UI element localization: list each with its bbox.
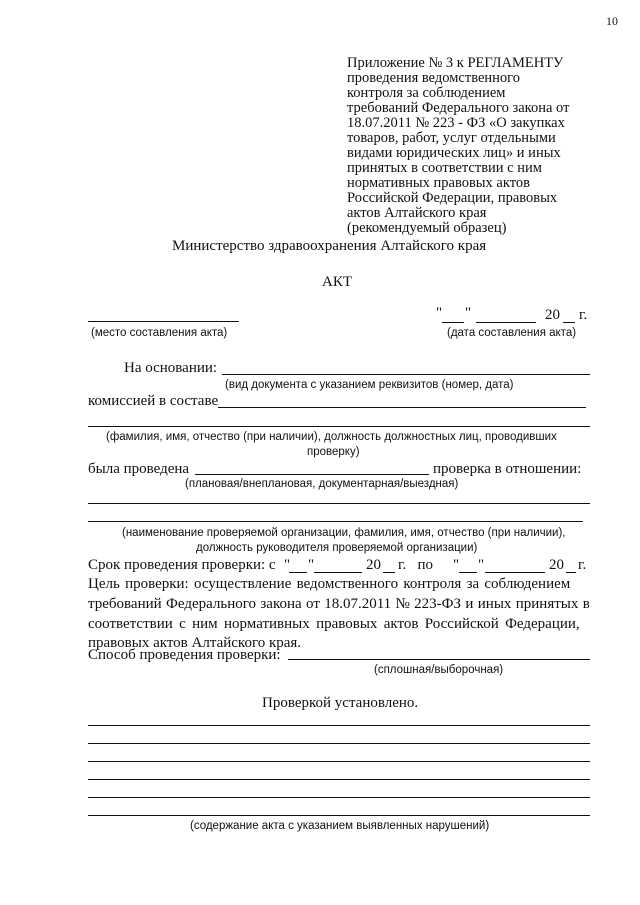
method-field-line[interactable]: [288, 659, 590, 660]
appendix-line: требований Федерального закона от: [347, 100, 570, 116]
appendix-line: видами юридических лиц» и иных: [347, 145, 561, 161]
page-number: 10: [606, 14, 618, 28]
period-from-year-field[interactable]: [383, 572, 395, 573]
date-quote-close: ": [465, 305, 472, 321]
purpose-line: соответствии с ним нормативных правовых актов Российской Федерации,: [88, 616, 580, 632]
place-caption: (место составления акта): [91, 327, 228, 339]
appendix-line: контроля за соблюдением: [347, 85, 506, 101]
check-type-caption: (плановая/внеплановая, документарная/выездная): [185, 478, 459, 490]
appendix-line: проведения ведомственного: [347, 70, 521, 86]
date-year-field[interactable]: [563, 322, 575, 323]
purpose-line: Цель проверки: осуществление ведомственного контроля за соблюдением: [88, 576, 571, 592]
purpose-line: требований Федерального закона от 18.07.2011 № 223-ФЗ и иных принятых в: [88, 596, 590, 612]
org-field-line-1[interactable]: [88, 503, 590, 504]
appendix-line: товаров, работ, услуг отдельными: [347, 130, 556, 146]
purpose-line: правовых актов Алтайского края.: [88, 635, 302, 651]
doc-title: АКТ: [322, 274, 352, 290]
org-caption-1: (наименование проверяемой организации, фамилия, имя, отчество (при наличии),: [122, 527, 566, 539]
check-type-field-line[interactable]: [195, 474, 429, 475]
period-quote-4: ": [478, 557, 485, 573]
period-to-year-field[interactable]: [566, 572, 576, 573]
content-line[interactable]: [88, 779, 590, 780]
commission-caption-2: проверку): [307, 446, 360, 458]
commission-label: комиссией в составе: [88, 393, 219, 409]
period-to-day-field[interactable]: [459, 572, 477, 573]
period-to-year: 20: [549, 557, 564, 573]
appendix-line: Приложение № 3 к РЕГЛАМЕНТУ: [347, 55, 564, 71]
date-year-prefix: 20: [545, 307, 560, 323]
appendix-line: принятых в соответствии с ним: [347, 160, 542, 176]
appendix-line: (рекомендуемый образец): [347, 220, 507, 236]
method-caption: (сплошная/выборочная): [374, 664, 504, 676]
period-g-po: г. по: [398, 557, 433, 573]
period-from-year: 20: [366, 557, 381, 573]
conducted-label: была проведена: [88, 461, 190, 477]
period-to-month-field[interactable]: [485, 572, 545, 573]
basis-field-line[interactable]: [222, 374, 590, 375]
appendix-line: актов Алтайского края: [347, 205, 487, 221]
basis-caption: (вид документа с указанием реквизитов (номер, дата): [225, 379, 514, 391]
date-year-suffix: г.: [579, 307, 588, 323]
place-field-line[interactable]: [88, 321, 239, 322]
period-g: г.: [578, 557, 587, 573]
period-from-month-field[interactable]: [314, 572, 362, 573]
date-quote-open: ": [436, 305, 443, 321]
period-from-day-field[interactable]: [289, 572, 307, 573]
period-quote-3: ": [453, 557, 460, 573]
basis-label: На основании:: [124, 360, 218, 376]
check-regarding-label: проверка в отношении:: [433, 461, 582, 477]
period-quote-2: ": [308, 557, 315, 573]
commission-field-line-2[interactable]: [88, 426, 590, 427]
date-caption: (дата составления акта): [447, 327, 577, 339]
date-month-field[interactable]: [476, 322, 536, 323]
content-caption: (содержание акта с указанием выявленных нарушений): [190, 820, 490, 832]
ministry-heading: Министерство здравоохранения Алтайского края: [172, 238, 487, 254]
content-line[interactable]: [88, 743, 590, 744]
appendix-line: 18.07.2011 № 223 - ФЗ «О закупках: [347, 115, 565, 131]
content-line[interactable]: [88, 815, 590, 816]
appendix-line: нормативных правовых актов: [347, 175, 530, 191]
commission-caption-1: (фамилия, имя, отчество (при наличии), должность должностных лиц, проводивших: [106, 431, 557, 443]
org-field-line-2[interactable]: [88, 521, 583, 522]
method-label: Способ проведения проверки:: [88, 647, 281, 663]
content-line[interactable]: [88, 725, 590, 726]
org-caption-2: должность руководителя проверяемой организации): [196, 542, 478, 554]
appendix-block: [347, 56, 592, 236]
content-line[interactable]: [88, 797, 590, 798]
date-day-field[interactable]: [442, 322, 464, 323]
established-heading: Проверкой установлено.: [262, 695, 419, 711]
period-quote-1: ": [284, 557, 291, 573]
commission-field-line[interactable]: [218, 407, 586, 408]
appendix-line: Российской Федерации, правовых: [347, 190, 558, 206]
content-line[interactable]: [88, 761, 590, 762]
period-label: Срок проведения проверки: с: [88, 557, 276, 573]
